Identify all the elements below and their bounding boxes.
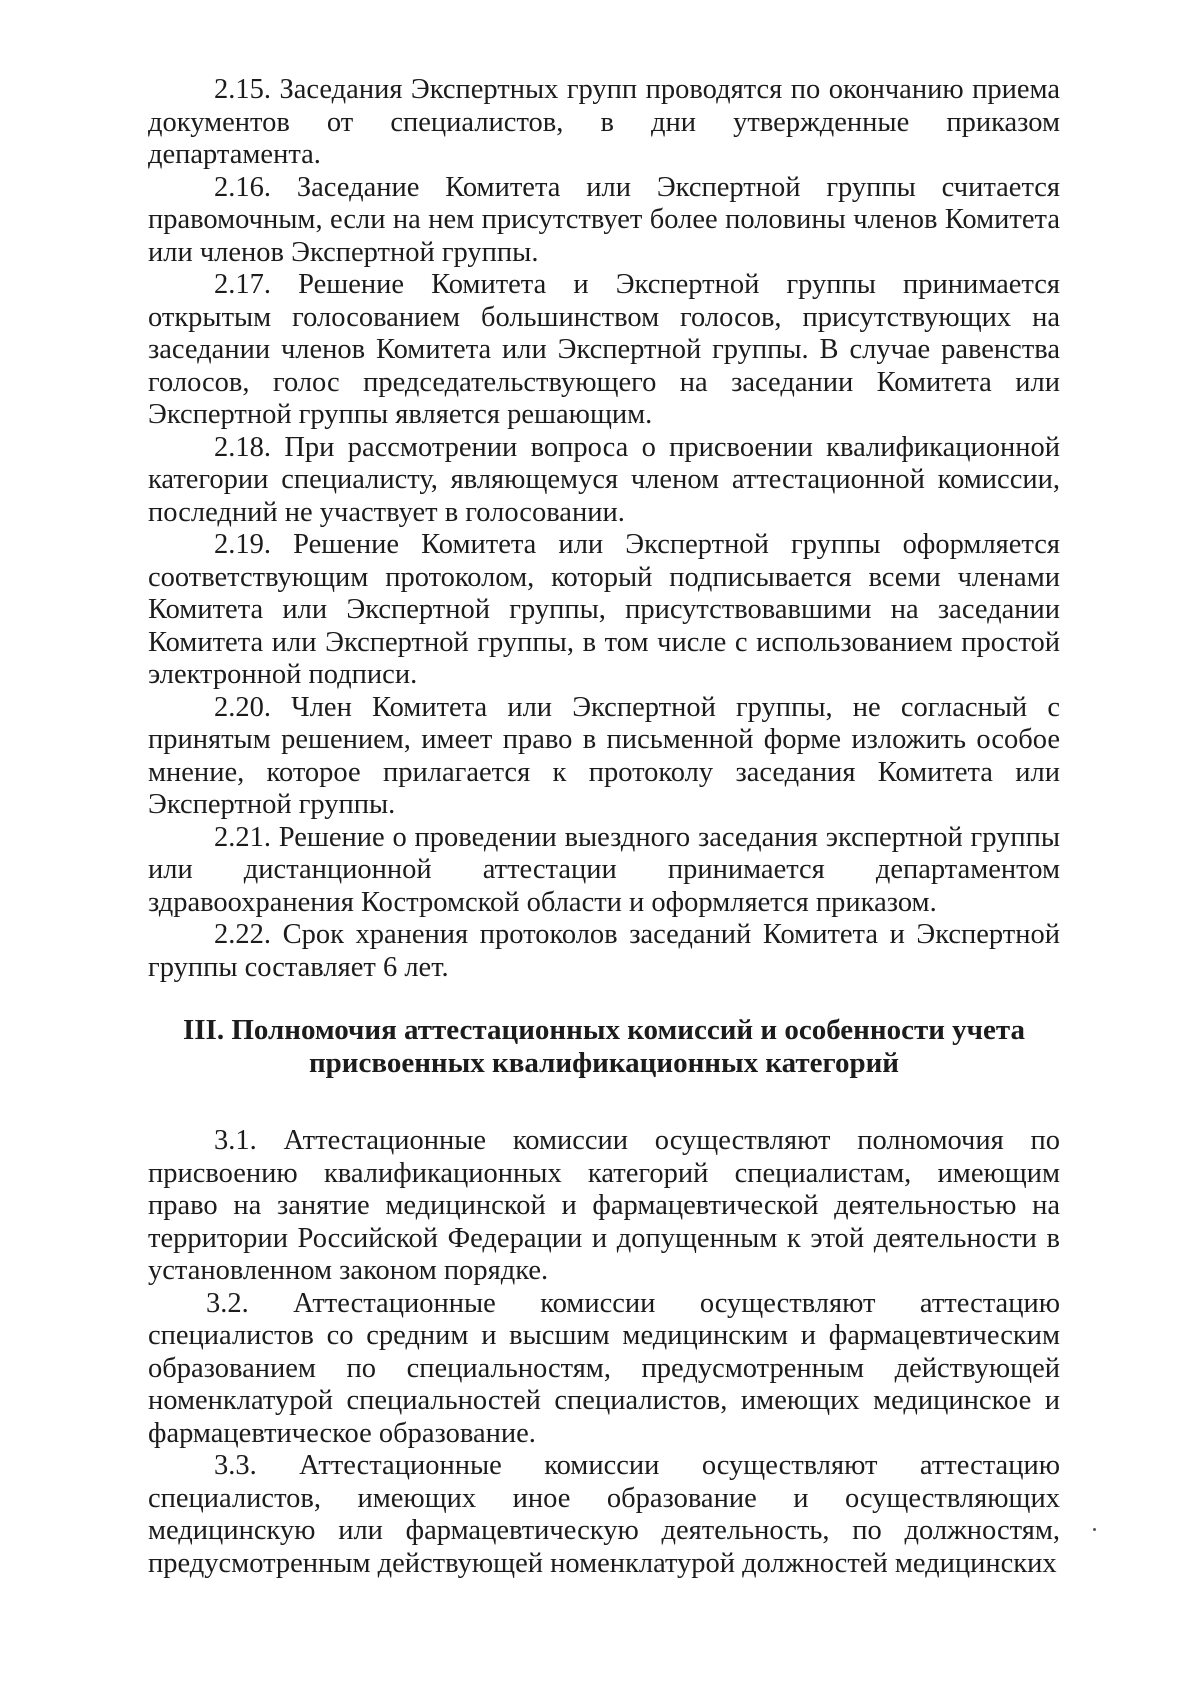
paragraph-3-3: 3.3. Аттестационные комиссии осуществляют аттестацию специалистов, имеющих иное образование и осуществляющих медицинскую или фармацевтическую деятельность, по должностям, предусмотренным действующей номенклатурой должностей медицинских: [148, 1450, 1060, 1579]
paragraph-3-1: 3.1. Аттестационные комиссии осуществляют полномочия по присвоению квалификационных категорий специалистам, имеющим право на занятие медицинской и фармацевтической деятельностью на территории Российской Федерации и допущенным к этой деятельности в установленном законом порядке.: [148, 1125, 1060, 1286]
scan-speck: [1093, 1528, 1096, 1531]
paragraph-2-17: 2.17. Решение Комитета и Экспертной группы принимается открытым голосованием большинством голосов, присутствующих на заседании членов Комитета или Экспертной группы. В случае равенства голосов, голос председательствующего на заседании Комитета или Экспертной группы является решающим.: [148, 269, 1060, 430]
paragraph-2-15: 2.15. Заседания Экспертных групп проводятся по окончанию приема документов от специалистов, в дни утвержденные приказом департамента.: [148, 74, 1060, 170]
paragraph-2-18: 2.18. При рассмотрении вопроса о присвоении квалификационной категории специалисту, являющемуся членом аттестационной комиссии, последний не участвует в голосовании.: [148, 431, 1060, 528]
paragraph-3-2: 3.2. Аттестационные комиссии осуществляют аттестацию специалистов со средним и высшим медицинским и фармацевтическим образованием по специальностям, предусмотренным действующей номенклатурой специальностей специалистов, имеющих медицинское и фармацевтическое образование.: [148, 1287, 1060, 1449]
paragraph-2-16: 2.16. Заседание Комитета или Экспертной группы считается правомочным, если на нем присутствует более половины членов Комитета или членов Экспертной группы.: [148, 171, 1060, 268]
paragraph-2-22: 2.22. Срок хранения протоколов заседаний Комитета и Экспертной группы составляет 6 лет.: [148, 919, 1060, 983]
paragraph-2-19: 2.19. Решение Комитета или Экспертной группы оформляется соответствующим протоколом, который подписывается всеми членами Комитета или Экспертной группы, присутствовавшими на заседании Комитета или Экспертной группы, в том числе с использованием простой электронной подписи.: [148, 529, 1060, 690]
section-3-body: [148, 1125, 1060, 1580]
paragraph-2-20: 2.20. Член Комитета или Экспертной группы, не согласный с принятым решением, имеет право в письменной форме изложить особое мнение, которое прилагается к протоколу заседания Комитета или Экспертной группы.: [148, 691, 1060, 820]
paragraph-2-21: 2.21. Решение о проведении выездного заседания экспертной группы или дистанционной аттестации принимается департаментом здравоохранения Костромской области и оформляется приказом.: [148, 821, 1060, 918]
document-body: [148, 74, 1060, 1580]
section-heading: III. Полномочия аттестационных комиссий и особенности учета присвоенных квалификационных категорий: [182, 1014, 1026, 1079]
